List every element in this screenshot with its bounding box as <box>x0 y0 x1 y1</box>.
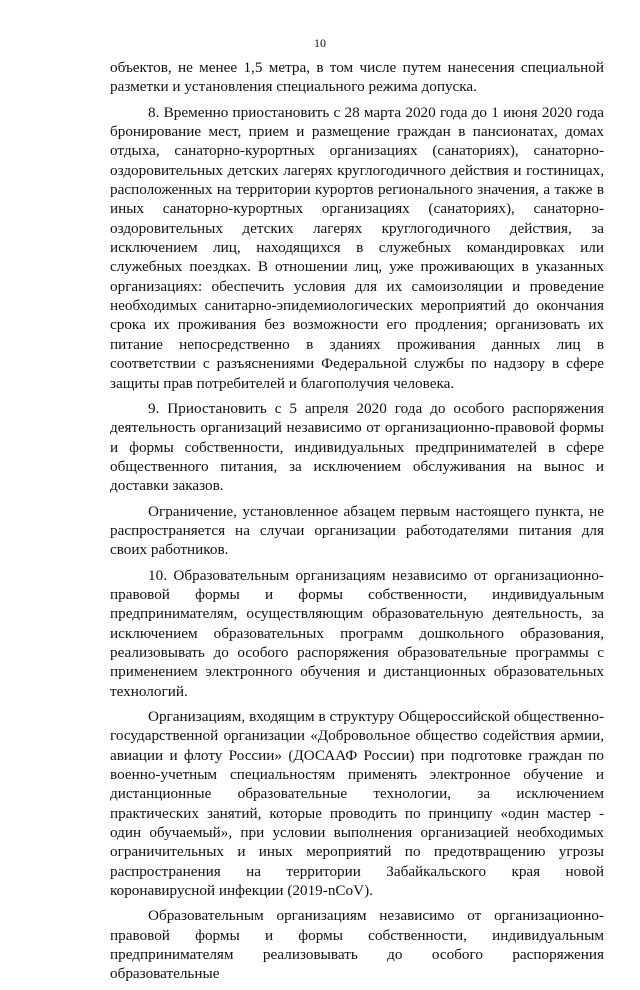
paragraph-item-9: 9. Приостановить с 5 апреля 2020 года до особого распоряжения деятельность организаций независимо от организационно-правовой формы и формы собственности, индивидуальных предпринимателей в сфере общественного питания, за исключением обслуживания на вынос и доставки заказов. <box>110 399 604 495</box>
paragraph-item-8: 8. Временно приостановить с 28 марта 2020 года до 1 июня 2020 года бронирование мест, прием и размещение граждан в пансионатах, домах отдыха, санаторно-курортных организациях (санаториях), санаторно-оздоровительных детских лагерях круглогодичного действия и гостиницах, расположенных на территории курортов регионального значения, а также в иных санаторно-курортных организациях (санаториях), санаторно-оздоровительных детских лагерях круглогодичного действия, за исключением лиц, находящихся в служебных командировках или служебных поездках. В отношении лиц, уже проживающих в указанных организациях: обеспечить условия для их самоизоляции и проведение необходимых санитарно-эпидемиологических мероприятий до окончания срока их проживания без возможности его продления; организовать их питание непосредственно в зданиях проживания данных лиц в соответствии с разъяснениями Федеральной службы по надзору в сфере защиты прав потребителей и благополучия человека. <box>110 103 604 392</box>
page-number: 10 <box>314 36 326 50</box>
paragraph-item-10: 10. Образовательным организациям независимо от организационно-правовой формы и формы собственности, индивидуальным предпринимателям, осуществляющим образовательную деятельность, за исключением образовательных программ дошкольного образования, реализовывать до особого распоряжения образовательные программы с применением электронного обучения и дистанционных образовательных технологий. <box>110 566 604 700</box>
document-body <box>110 58 604 990</box>
paragraph-continuation: объектов, не менее 1,5 метра, в том числе путем нанесения специальной разметки и установления специального режима допуска. <box>110 59 604 96</box>
paragraph-educational-orgs: Образовательным организациям независимо от организационно-правовой формы и формы собственности, индивидуальным предпринимателям реализовывать до особого распоряжения образовательные <box>110 907 604 983</box>
paragraph-item-9-exception: Ограничение, установленное абзацем первым настоящего пункта, не распространяется на случаи организации работодателями питания для своих работников. <box>110 502 604 559</box>
paragraph-dosaaf: Организациям, входящим в структуру Общероссийской общественно-государственной организации «Добровольное общество содействия армии, авиации и флоту России» (ДОСААФ России) при подготовке граждан по военно-учетным специальностям применять электронное обучение и дистанционные образовательные технологии, за исключением практических занятий, которые проводить по принципу «один мастер - один обучаемый», при условии выполнения организацией необходимых ограничительных и иных мероприятий по предотвращению угрозы распространения на территории Забайкальского края новой коронавирусной инфекции (2019-nCoV). <box>110 708 604 900</box>
